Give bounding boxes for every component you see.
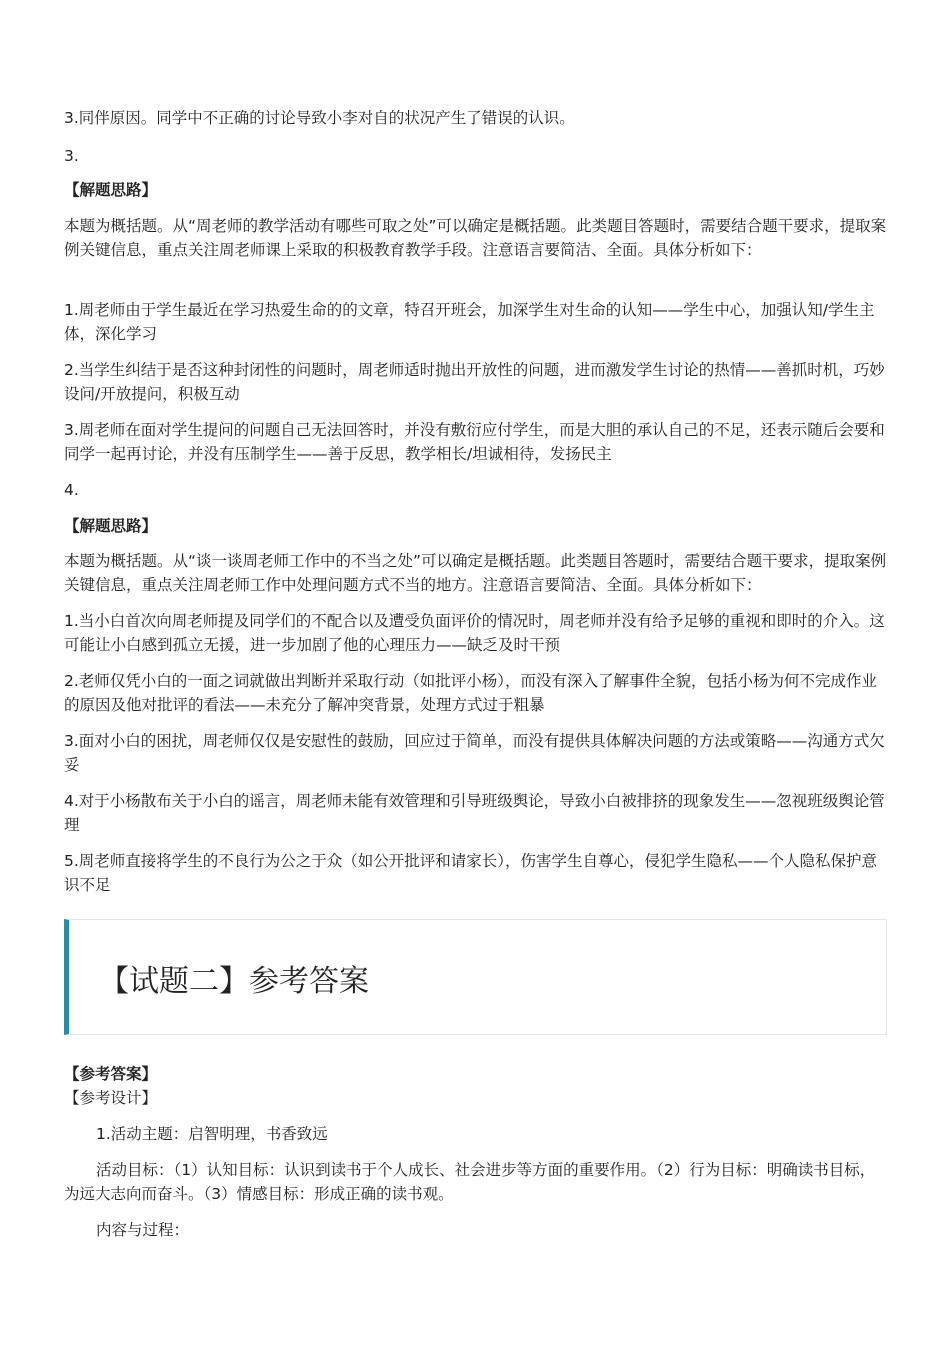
question-4-label: 【解题思路】 xyxy=(64,517,158,535)
design-label: 【参考设计】 xyxy=(64,1089,158,1107)
question-4-item: 2.老师仅凭小白的一面之词就做出判断并采取行动（如批评小杨），而没有深入了解事件全貌，包括小杨为何不完成作业的原因及他对批评的看法——未充分了解冲突背景，处理方式过于粗暴 xyxy=(64,672,878,714)
activity-theme: 1.活动主题：启智明理，书香致远 xyxy=(96,1125,328,1143)
question-3-item: 1.周老师由于学生最近在学习热爱生命的的文章，特召开班会，加深学生对生命的认知——学生中心，加强认知/学生主体，深化学习 xyxy=(64,301,875,343)
activity-goals: 活动目标：（1）认知目标：认识到读书于个人成长、社会进步等方面的重要作用。（2）行为目标：明确读书目标，为远大志向而奋斗。（3）情感目标：形成正确的读书观。 xyxy=(64,1161,876,1203)
question-3-number: 3. xyxy=(64,147,79,165)
question-3-item: 2.当学生纠结于是否这种封闭性的问题时，周老师适时抛出开放性的问题，进而激发学生讨论的热情——善抓时机，巧妙设问/开放提问，积极互动 xyxy=(64,361,885,403)
question-4-item: 1.当小白首次向周老师提及同学们的不配合以及遭受负面评价的情况时，周老师并没有给予足够的重视和即时的介入。这可能让小白感到孤立无援，进一步加剧了他的心理压力——缺乏及时干预 xyxy=(64,612,885,654)
peer-reason-line: 3.同伴原因。同学中不正确的讨论导致小李对自的状况产生了错误的认识。 xyxy=(64,109,575,127)
question-4-intro: 本题为概括题。从“谈一谈周老师工作中的不当之处”可以确定是概括题。此类题目答题时，需要结合题干要求，提取案例关键信息，重点关注周老师工作中处理问题方式不当的地方。注意语言要简洁、全面。具体分析如下： xyxy=(64,552,887,594)
question-4-number: 4. xyxy=(64,481,79,499)
question-3-item: 3.周老师在面对学生提问的问题自己无法回答时，并没有敷衍应付学生，而是大胆的承认自己的不足，还表示随后会要和同学一起再讨论，并没有压制学生——善于反思，教学相长/坦诚相待，发扬民主 xyxy=(64,421,885,463)
question-3-label: 【解题思路】 xyxy=(64,181,158,199)
question-4-item: 5.周老师直接将学生的不良行为公之于众（如公开批评和请家长），伤害学生自尊心，侵犯学生隐私——个人隐私保护意识不足 xyxy=(64,852,878,894)
question-4-item: 3.面对小白的困扰，周老师仅仅是安慰性的鼓励，回应过于简单，而没有提供具体解决问题的方法或策略——沟通方式欠妥 xyxy=(64,732,885,774)
answer-label: 【参考答案】 xyxy=(64,1065,158,1083)
content-process-label: 内容与过程： xyxy=(96,1221,190,1239)
section-heading: 【试题二】参考答案 xyxy=(99,964,369,999)
section-heading-box xyxy=(64,919,887,1035)
question-3-intro: 本题为概括题。从“周老师的教学活动有哪些可取之处”可以确定是概括题。此类题目答题时，需要结合题干要求，提取案例关键信息，重点关注周老师课上采取的积极教育教学手段。注意语言要简洁、全面。具体分析如下： xyxy=(64,217,887,259)
question-4-item: 4.对于小杨散布关于小白的谣言，周老师未能有效管理和引导班级舆论，导致小白被排挤的现象发生——忽视班级舆论管理 xyxy=(64,792,885,834)
